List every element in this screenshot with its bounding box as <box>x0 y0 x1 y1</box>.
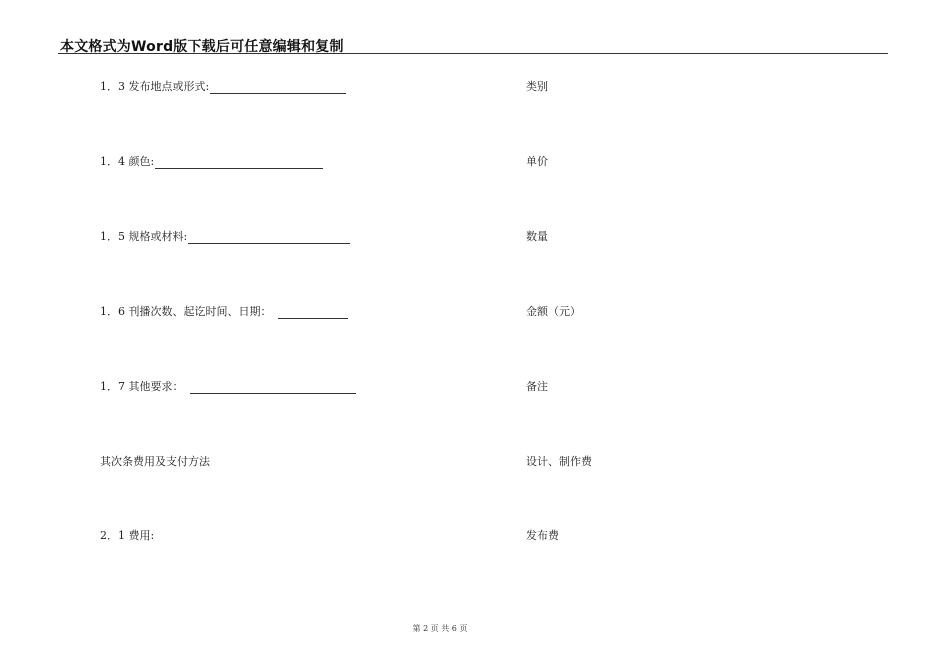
right-item-category: 类别 <box>526 80 548 93</box>
right-item-unit-price: 单价 <box>526 155 548 168</box>
right-item-quantity: 数量 <box>526 230 548 243</box>
right-item-remarks: 备注 <box>526 380 548 393</box>
left-item-label: 2．1 费用: <box>100 529 155 542</box>
page-number-footer: 第 2 页 共 6 页 <box>412 624 468 633</box>
left-item-label: 1．5 规格或材料: <box>100 230 188 243</box>
right-item-amount: 金额（元） <box>526 305 581 318</box>
right-item-design-fee: 设计、制作费 <box>526 455 592 468</box>
page-header-title: 本文格式为Word版下载后可任意编辑和复制 <box>60 39 344 55</box>
section-heading-label: 其次条费用及支付方法 <box>100 455 210 468</box>
left-item-label: 1．6 刊播次数、起讫时间、日期： <box>100 305 272 318</box>
right-item-publish-fee: 发布费 <box>526 529 559 542</box>
left-item-label: 1．3 发布地点或形式: <box>100 80 210 93</box>
left-item-label: 1．7 其他要求： <box>100 380 184 393</box>
left-item-label: 1．4 颜色: <box>100 155 155 168</box>
